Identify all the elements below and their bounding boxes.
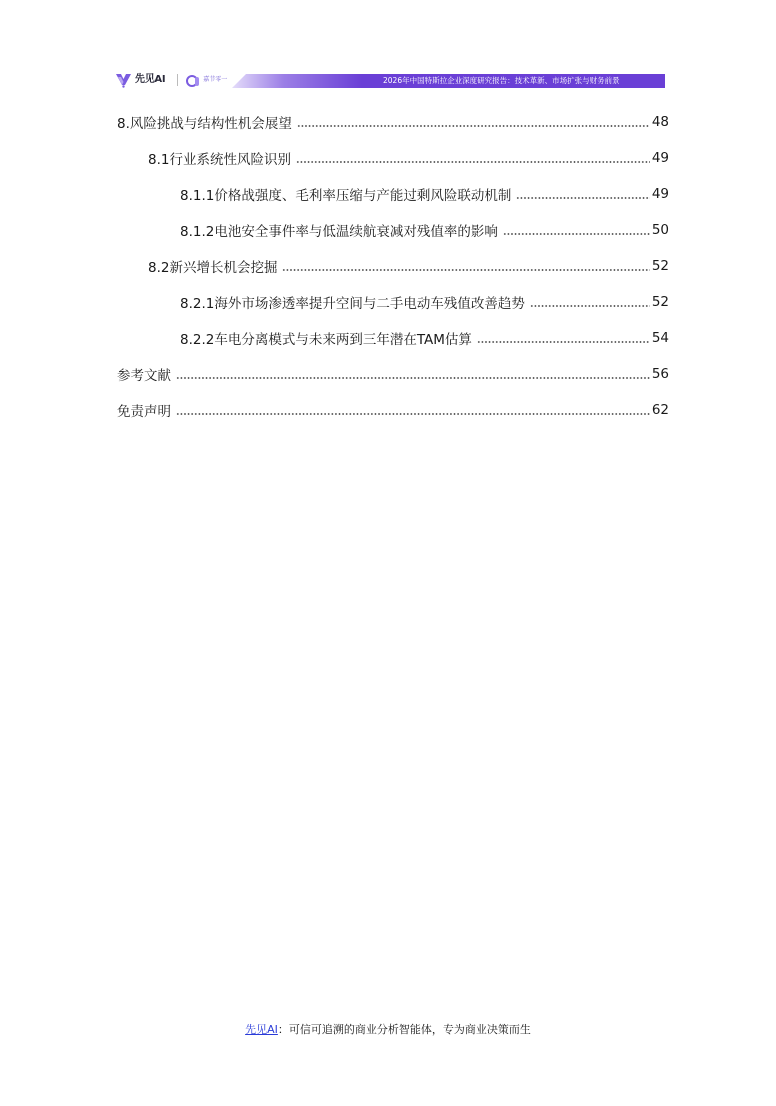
toc-entry-title: 8.风险挑战与结构性机会展望	[117, 116, 292, 132]
toc-dot-leader	[530, 305, 650, 307]
table-of-contents	[117, 104, 669, 428]
toc-entry-page: 62	[651, 402, 669, 418]
toc-entry-title: 8.1.1价格战强度、毛利率压缩与产能过剩风险联动机制	[180, 188, 512, 204]
report-title: 2026年中国特斯拉企业深度研究报告：技术革新、市场扩张与财务前景	[383, 76, 620, 85]
toc-entry-page: 48	[651, 114, 669, 130]
toc-dot-leader	[296, 161, 650, 163]
toc-entry-title: 参考文献	[117, 368, 171, 384]
page-header	[0, 0, 776, 100]
toc-entry-page: 49	[651, 150, 669, 166]
page-footer	[0, 1021, 776, 1037]
footer-brand-link[interactable]: 先见AI	[245, 1023, 278, 1036]
toc-dot-leader	[176, 413, 650, 415]
toc-dot-leader	[477, 341, 650, 343]
toc-dot-leader	[297, 125, 650, 127]
toc-entry-page: 54	[651, 330, 669, 346]
toc-entry[interactable]	[117, 248, 669, 284]
toc-entry-title: 8.1行业系统性风险识别	[148, 152, 291, 168]
footer-tagline: ：可信可追溯的商业分析智能体，专为商业决策而生	[277, 1023, 531, 1036]
toc-dot-leader	[503, 233, 650, 235]
toc-entry-page: 50	[651, 222, 669, 238]
toc-entry[interactable]	[117, 320, 669, 356]
brand-logo	[115, 70, 227, 90]
toc-entry-page: 52	[651, 294, 669, 310]
toc-entry[interactable]	[117, 392, 669, 428]
toc-entry-page: 49	[651, 186, 669, 202]
toc-entry-title: 8.2.2车电分离模式与未来两到三年潜在TAM估算	[180, 332, 472, 348]
brand-logo-text: 先见AI	[135, 74, 166, 85]
toc-entry[interactable]	[117, 212, 669, 248]
toc-entry-page: 52	[651, 258, 669, 274]
partner-logo-icon	[186, 73, 200, 87]
toc-entry[interactable]	[117, 176, 669, 212]
toc-dot-leader	[176, 377, 650, 379]
toc-entry[interactable]	[117, 140, 669, 176]
partner-logo-text: 嘉节零一	[203, 76, 228, 83]
toc-entry-title: 8.1.2电池安全事件率与低温续航衰减对残值率的影响	[180, 224, 498, 240]
logo-divider	[177, 74, 178, 86]
toc-entry-title: 8.2.1海外市场渗透率提升空间与二手电动车残值改善趋势	[180, 296, 525, 312]
toc-dot-leader	[516, 197, 649, 199]
toc-entry-title: 8.2新兴增长机会挖掘	[148, 260, 278, 276]
toc-dot-leader	[282, 269, 649, 271]
brand-logo-icon	[115, 72, 132, 88]
toc-entry-title: 免责声明	[117, 404, 171, 420]
toc-entry[interactable]	[117, 356, 669, 392]
toc-entry[interactable]	[117, 284, 669, 320]
toc-entry-page: 56	[651, 366, 669, 382]
toc-entry[interactable]	[117, 104, 669, 140]
